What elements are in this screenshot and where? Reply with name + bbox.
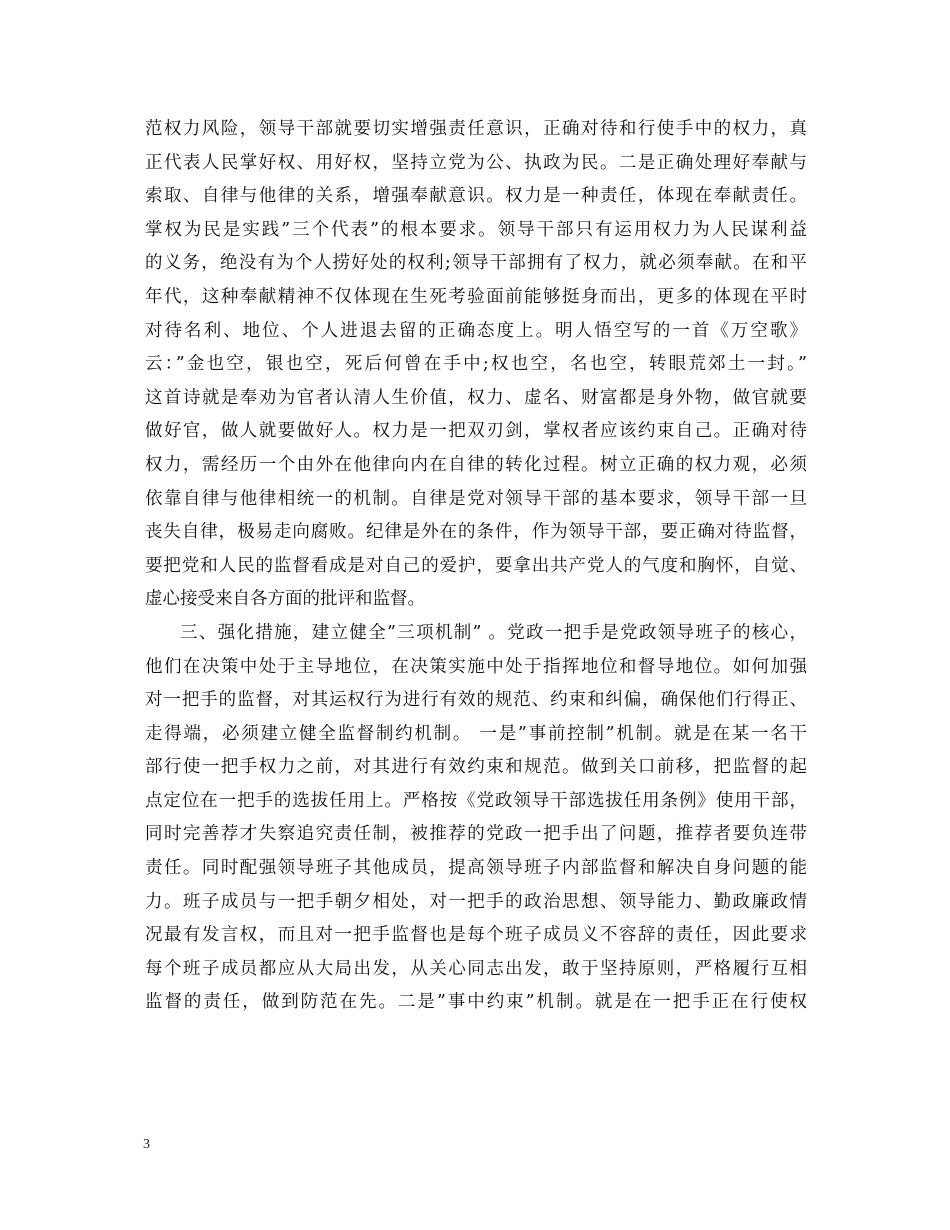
text-line: 这首诗就是奉劝为官者认清人生价值，权力、虚名、财富都是身外物，做官就要 xyxy=(145,387,807,408)
text-line: 每个班子成员都应从大局出发，从关心同志出发，敢于坚持原则，严格履行互相 xyxy=(145,958,807,979)
text-line: 他们在决策中处于主导地位，在决策实施中处于指挥地位和督导地位。如何加强 xyxy=(145,656,807,677)
page-number: 3 xyxy=(143,1137,150,1152)
text-line: 走得端，必须建立健全监督制约机制。 一是”事前控制”机制。就是在某一名干 xyxy=(145,723,807,744)
text-line: 点定位在一把手的选拔任用上。严格按《党政领导干部选拔任用条例》使用干部， xyxy=(145,790,807,811)
text-line: 正代表人民掌好权、用好权，坚持立党为公、执政为民。二是正确处理好奉献与 xyxy=(145,152,807,173)
paragraph-end-line: 虚心接受来自各方面的批评和监督。 xyxy=(145,589,425,610)
text-line: 依靠自律与他律相统一的机制。自律是党对领导干部的基本要求，领导干部一旦 xyxy=(145,488,807,509)
text-line: 监督的责任，做到防范在先。二是”事中约束”机制。就是在一把手正在行使权 xyxy=(145,992,807,1013)
text-line: 丧失自律，极易走向腐败。纪律是外在的条件，作为领导干部，要正确对待监督， xyxy=(145,522,807,543)
text-line: 责任。同时配强领导班子其他成员，提高领导班子内部监督和解决自身问题的能 xyxy=(145,858,807,879)
text-line: 对待名利、地位、个人进退去留的正确态度上。明人悟空写的一首《万空歌》 xyxy=(145,320,807,341)
text-line: 掌权为民是实践”三个代表”的根本要求。领导干部只有运用权力为人民谋利益 xyxy=(145,219,807,240)
text-line: 部行使一把手权力之前，对其进行有效约束和规范。做到关口前移，把监督的起 xyxy=(145,757,807,778)
text-line: 要把党和人民的监督看成是对自己的爱护，要拿出共产党人的气度和胸怀，自觉、 xyxy=(145,555,807,576)
text-line: 云：”金也空，银也空，死后何曾在手中;权也空，名也空，转眼荒郊土一封。” xyxy=(145,354,807,375)
text-line: 对一把手的监督，对其运权行为进行有效的规范、约束和纠偏，确保他们行得正、 xyxy=(145,690,807,711)
paragraph-start-line: 三、强化措施，建立健全”三项机制” 。党政一把手是党政领导班子的核心， xyxy=(180,622,807,643)
text-line: 权力，需经历一个由外在他律向内在自律的转化过程。树立正确的权力观，必须 xyxy=(145,454,807,475)
text-line: 范权力风险，领导干部就要切实增强责任意识，正确对待和行使手中的权力，真 xyxy=(145,119,807,139)
text-line: 况最有发言权，而且对一把手监督也是每个班子成员义不容辞的责任，因此要求 xyxy=(145,925,807,946)
text-line: 同时完善荐才失察追究责任制，被推荐的党政一把手出了问题，推荐者要负连带 xyxy=(145,824,807,845)
text-line: 力。班子成员与一把手朝夕相处，对一把手的政治思想、领导能力、勤政廉政情 xyxy=(145,891,807,912)
body-text xyxy=(145,113,807,1020)
text-line: 索取、自律与他律的关系，增强奉献意识。权力是一种责任，体现在奉献责任。 xyxy=(145,186,807,207)
text-line: 的义务，绝没有为个人捞好处的权利;领导干部拥有了权力，就必须奉献。在和平 xyxy=(145,253,807,274)
text-line: 年代，这种奉献精神不仅体现在生死考验面前能够挺身而出，更多的体现在平时 xyxy=(145,286,807,307)
text-line: 做好官，做人就要做好人。权力是一把双刃剑，掌权者应该约束自己。正确对待 xyxy=(145,421,807,442)
